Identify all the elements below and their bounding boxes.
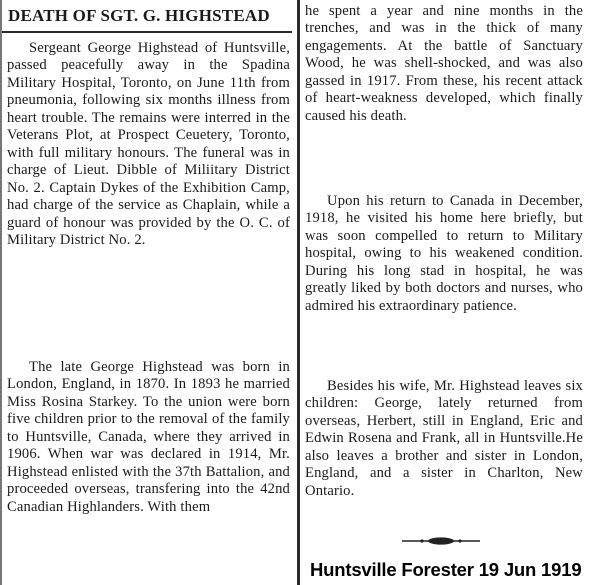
left-column-paragraph-1 (7, 40, 290, 249)
paragraph-text: The late George Highstead was born in London, England, in 1870. In 1893 he married Miss Rosina Starkey. To the union were born five children prior to the removal of the family to Huntsville, Canada, where they arrived in 1906. When war was declared in 1914, Mr. Highstead enlisted with the 37th Battalion, and proceeded overseas, transfering into the 42nd Canadian Highlanders. With them (7, 359, 290, 515)
article-headline: DEATH OF SGT. G. HIGHSTEAD (8, 6, 270, 25)
paragraph-text: Upon his return to Canada in December, 1918, he visited his home here briefly, but was soon compelled to return to Military hospital, owing to his weakened condition. During his long stad in hospital, he was greatly liked by both doctors and nurses, who admired his extraordinary patience. (305, 193, 583, 314)
source-caption: Huntsville Forester 19 Jun 1919 (310, 559, 582, 580)
left-border-rule (0, 0, 2, 585)
right-column-paragraph-1 (305, 3, 583, 125)
paragraph-text: he spent a year and nine months in the trenches, and was in the thick of many engagements. At the battle of Sanctuary Wood, he was shell-shocked, and was also gassed in 1917. From these, his recent attack of heart-weakness developed, which finally caused his death. (305, 3, 583, 124)
article-headline-box (2, 3, 292, 33)
right-column-paragraph-3 (305, 378, 583, 500)
column-divider-rule (297, 0, 300, 585)
right-column-paragraph-2 (305, 193, 583, 315)
left-column-paragraph-2 (7, 359, 290, 516)
paragraph-text: Sergeant George Highstead of Huntsville, passed peacefully away in the Spadina Military Hospital, Toronto, on June 11th from pneumonia, following six months illness from heart trouble. The remains were interred in the Veterans Plot, at Prospect Ceuetery, Toronto, with full military honours. The funeral was in charge of Lieut. Dibble of Miliitary District No. 2. Captain Dykes of the Exhibition Camp, had charge of the service as Chaplain, while a guard of honour was provided by the O. C. of Military District No. 2. (7, 40, 290, 248)
paragraph-text: Besides his wife, Mr. Highstead leaves six children: George, lately returned from overseas, Herbert, still in England, Eric and Edwin Rosena and Frank, all in Huntsville.He also leaves a brother and sister in London, England, and a sister in Charlton, New Ontario. (305, 378, 583, 499)
end-ornament-icon (400, 536, 482, 546)
